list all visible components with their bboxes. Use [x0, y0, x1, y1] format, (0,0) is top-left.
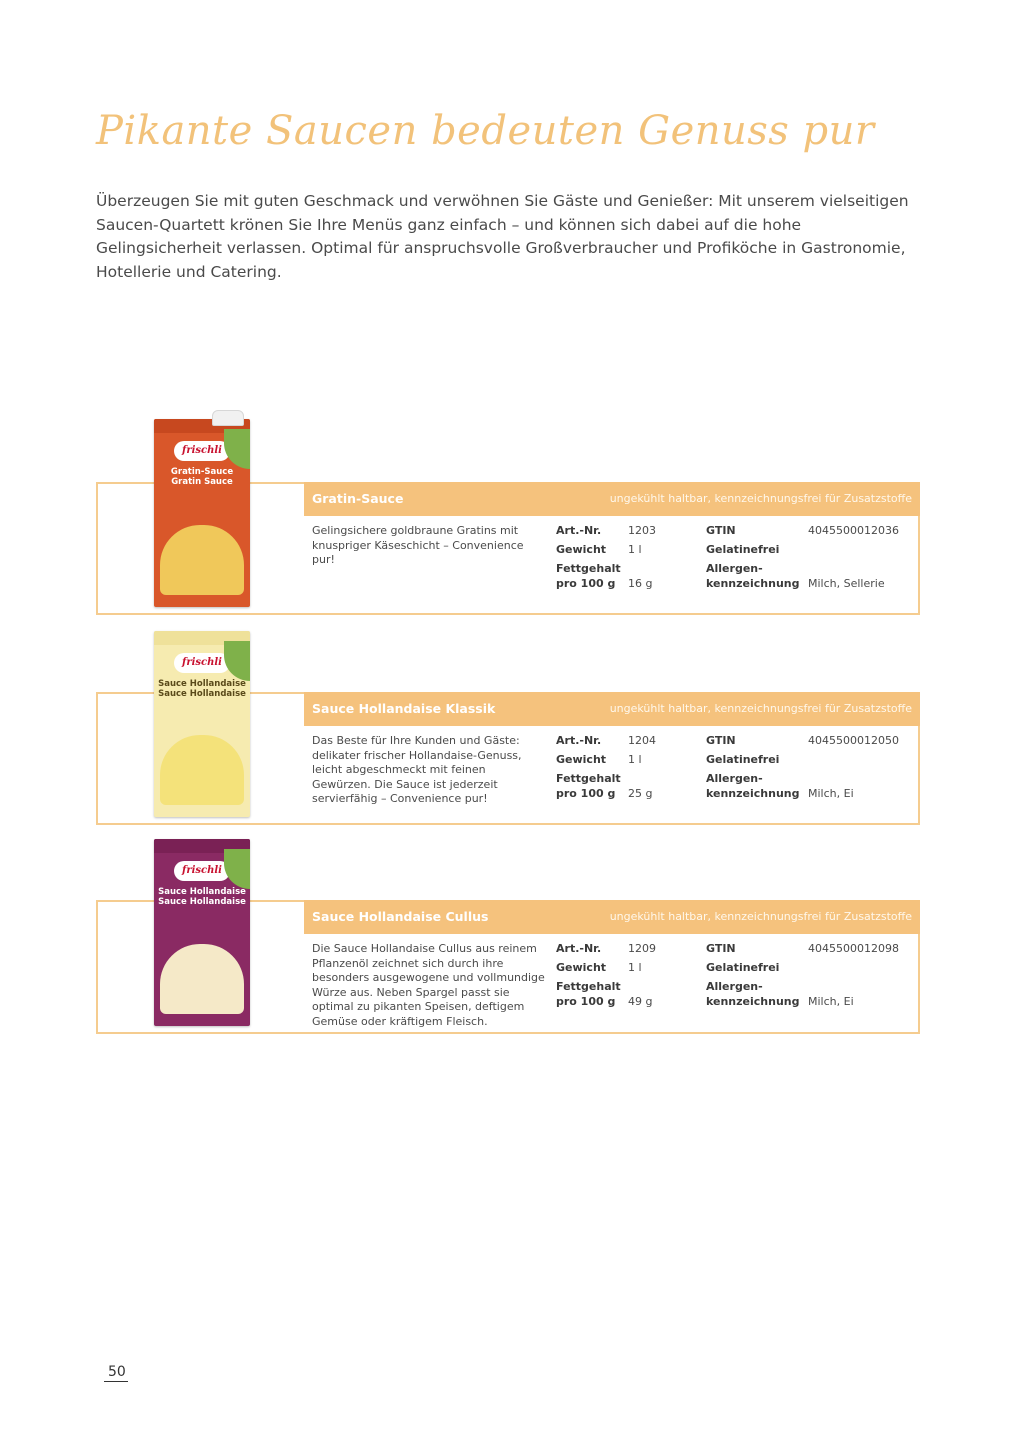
package-label-line: Sauce Hollandaise	[158, 679, 246, 689]
leaf-decoration	[224, 429, 250, 469]
package-label	[154, 467, 250, 487]
product-description: Die Sauce Hollandaise Cullus aus reinem Pflanzenöl zeichnet sich durch ihre besonders ausgewogene und vollmundige Würze aus. Neben Spargel passt sie optimal zu pikanten Speisen, deftigem Gemüse oder kräftigem Fleisch.	[312, 942, 545, 1028]
package-label-line: Gratin Sauce	[171, 477, 233, 487]
weight-value: 1 l	[628, 753, 642, 766]
package-label-line: Sauce Hollandaise	[158, 887, 246, 897]
product-header	[304, 900, 920, 934]
gtin-value: 4045500012098	[808, 942, 899, 955]
allergen-label	[706, 562, 800, 591]
product-note: ungekühlt haltbar, kennzeichnungsfrei für Zusatzstoffe	[609, 492, 912, 505]
package-label	[154, 887, 250, 907]
fat-label-line: Fettgehalt	[556, 562, 621, 575]
gtin-label: GTIN	[706, 524, 736, 537]
product-description: Das Beste für Ihre Kunden und Gäste: delikater frischer Hollandaise-Genuss, leicht abgeschmeckt mit feinen Gewürzen. Die Sauce ist jederzeit servierfähig – Convenience pur!	[312, 734, 522, 805]
art-nr-label: Art.-Nr.	[556, 524, 602, 537]
brand-logo: frischli	[174, 441, 230, 461]
art-nr-label: Art.-Nr.	[556, 734, 602, 747]
weight-label: Gewicht	[556, 543, 607, 556]
gtin-value: 4045500012036	[808, 524, 899, 537]
gtin-label: GTIN	[706, 734, 736, 747]
allergen-label-line: kennzeichnung	[706, 994, 800, 1008]
page-number: 50	[104, 1364, 128, 1382]
dish-image	[160, 944, 244, 1014]
product-name: Gratin-Sauce	[312, 491, 404, 506]
art-nr-value: 1204	[628, 734, 656, 747]
allergen-label-line: kennzeichnung	[706, 786, 800, 800]
allergen-label-line: Allergen-	[706, 562, 763, 575]
weight-label: Gewicht	[556, 753, 607, 766]
page-title: Pikante Saucen bedeuten Genuss pur	[96, 108, 875, 154]
fat-label	[556, 562, 621, 591]
art-nr-value: 1209	[628, 942, 656, 955]
product-package-image	[154, 839, 250, 1026]
weight-value: 1 l	[628, 543, 642, 556]
product-header	[304, 692, 920, 726]
product-card	[96, 628, 920, 825]
product-header	[304, 482, 920, 516]
fat-label-line: pro 100 g	[556, 576, 616, 590]
weight-value: 1 l	[628, 961, 642, 974]
product-name: Sauce Hollandaise Klassik	[312, 701, 496, 716]
allergen-label-line: Allergen-	[706, 980, 763, 993]
package-label-line: Sauce Hollandaise	[158, 689, 246, 699]
gelatine-label: Gelatinefrei	[706, 543, 780, 556]
allergen-value: Milch, Ei	[808, 995, 854, 1008]
gelatine-label: Gelatinefrei	[706, 961, 780, 974]
weight-label: Gewicht	[556, 961, 607, 974]
dish-image	[160, 525, 244, 595]
fat-label	[556, 980, 621, 1009]
fat-label-line: pro 100 g	[556, 994, 616, 1008]
product-description: Gelingsichere goldbraune Gratins mit knuspriger Käseschicht – Convenience pur!	[312, 524, 524, 566]
product-package-image	[154, 631, 250, 817]
allergen-label	[706, 772, 800, 801]
package-label-line: Gratin-Sauce	[170, 467, 234, 477]
leaf-decoration	[224, 641, 250, 681]
allergen-label-line: Allergen-	[706, 772, 763, 785]
leaf-decoration	[224, 849, 250, 889]
gtin-label: GTIN	[706, 942, 736, 955]
product-package-image	[154, 419, 250, 607]
fat-value: 16 g	[628, 577, 653, 590]
fat-label-line: Fettgehalt	[556, 980, 621, 993]
allergen-value: Milch, Sellerie	[808, 577, 885, 590]
fat-label	[556, 772, 621, 801]
product-card	[96, 836, 920, 1034]
product-note: ungekühlt haltbar, kennzeichnungsfrei für Zusatzstoffe	[609, 702, 912, 715]
allergen-label	[706, 980, 800, 1009]
allergen-value: Milch, Ei	[808, 787, 854, 800]
art-nr-label: Art.-Nr.	[556, 942, 602, 955]
intro-text: Überzeugen Sie mit guten Geschmack und verwöhnen Sie Gäste und Genießer: Mit unserem vielseitigen Saucen-Quartett krönen Sie Ihre Menüs ganz einfach – und können sich dabei auf die hohe Gelingsicherheit verlassen. Optimal für anspruchsvolle Großverbraucher und Profiköche in Gastronomie, Hotellerie und Catering.	[96, 192, 909, 281]
gelatine-label: Gelatinefrei	[706, 753, 780, 766]
package-label-line: Sauce Hollandaise	[158, 897, 246, 907]
product-note: ungekühlt haltbar, kennzeichnungsfrei für Zusatzstoffe	[609, 910, 912, 923]
brand-logo: frischli	[174, 653, 230, 673]
fat-label-line: Fettgehalt	[556, 772, 621, 785]
brand-logo: frischli	[174, 861, 230, 881]
product-card	[96, 410, 920, 615]
fat-value: 49 g	[628, 995, 653, 1008]
package-cap	[212, 410, 244, 426]
product-name: Sauce Hollandaise Cullus	[312, 909, 489, 924]
fat-label-line: pro 100 g	[556, 786, 616, 800]
gtin-value: 4045500012050	[808, 734, 899, 747]
dish-image	[160, 735, 244, 805]
art-nr-value: 1203	[628, 524, 656, 537]
package-label	[154, 679, 250, 699]
allergen-label-line: kennzeichnung	[706, 576, 800, 590]
fat-value: 25 g	[628, 787, 653, 800]
